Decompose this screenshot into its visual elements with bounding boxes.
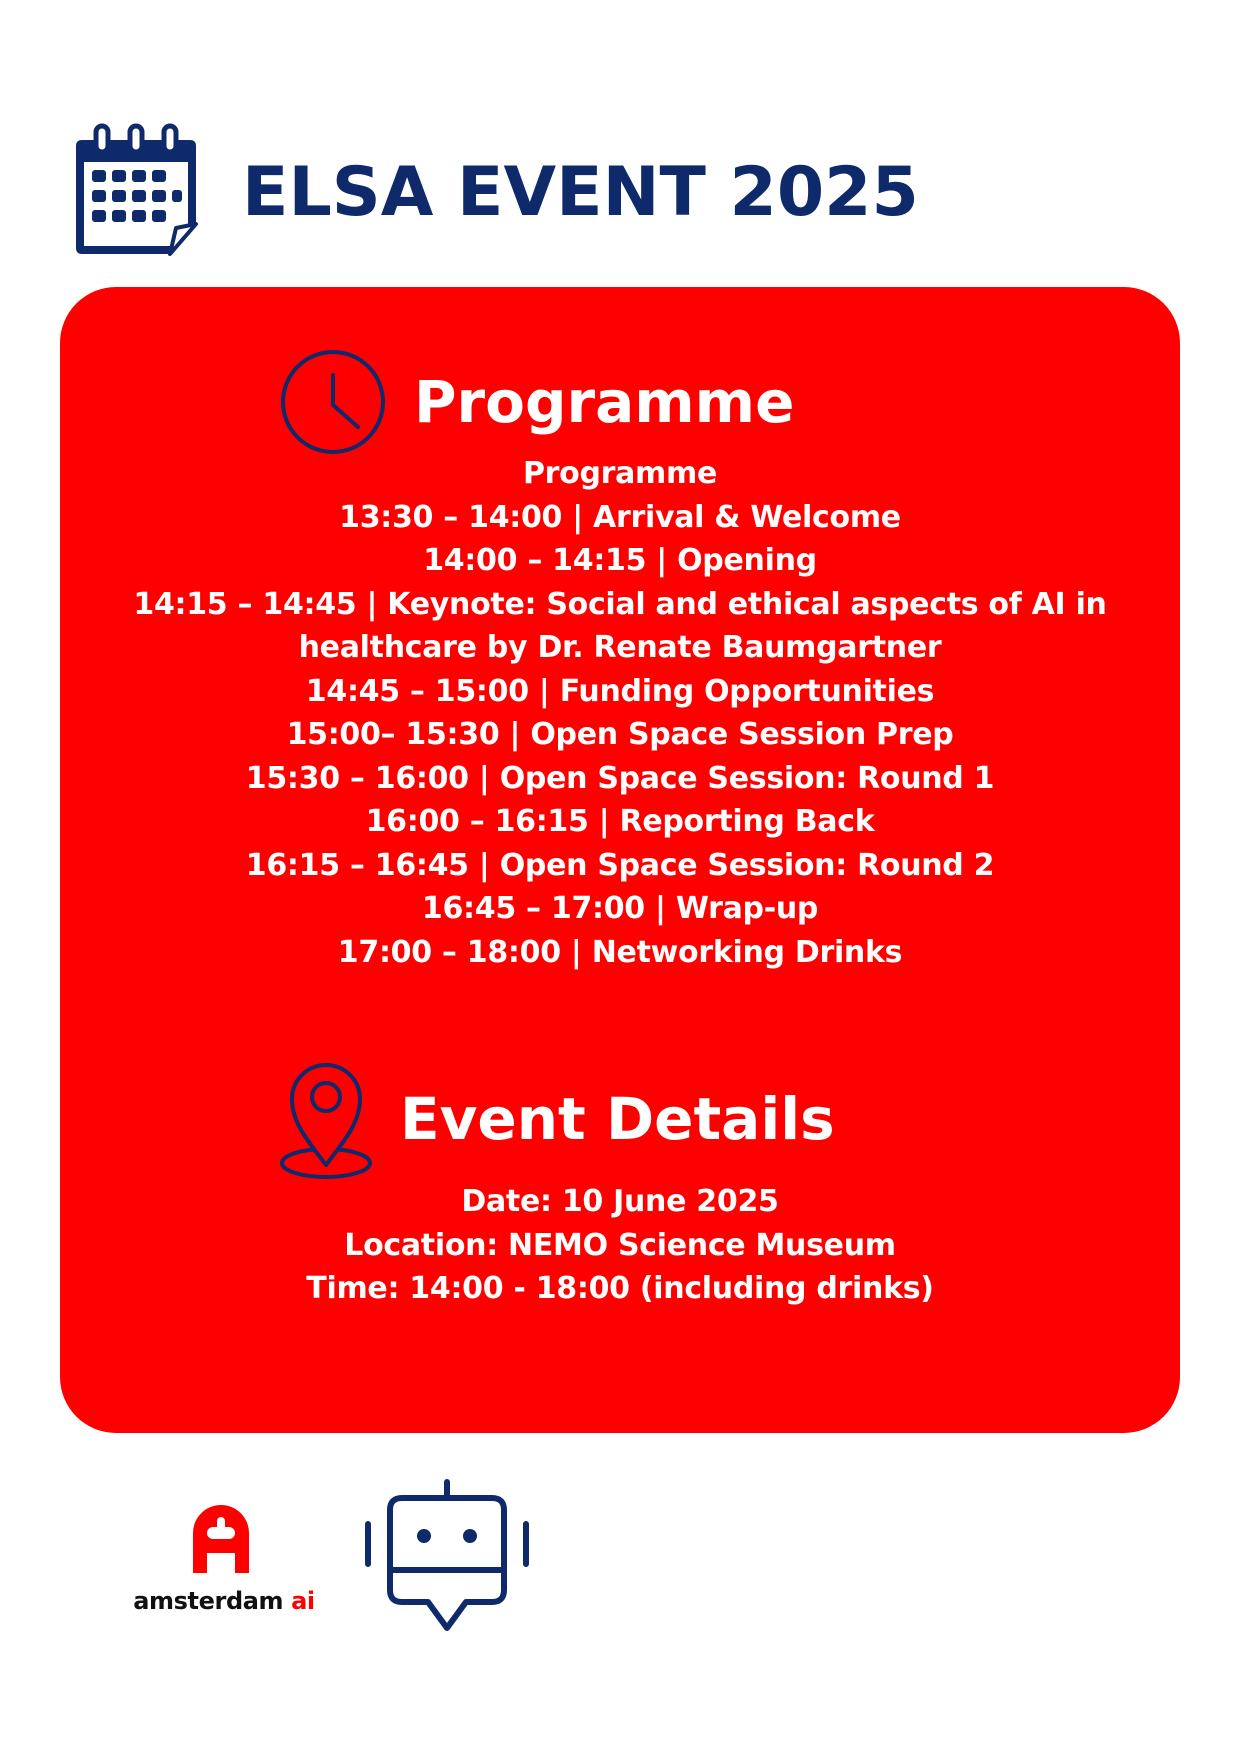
event-location: Location: NEMO Science Museum — [344, 1227, 896, 1263]
programme-line: 16:00 – 16:15 | Reporting Back — [365, 804, 875, 839]
programme-line: 15:00– 15:30 | Open Space Session Prep — [286, 717, 954, 752]
robot-icon — [362, 1478, 532, 1640]
programme-line: 14:15 – 14:45 | Keynote: Social and ethical aspects of AI in — [133, 586, 1107, 622]
programme-line: 17:00 – 18:00 | Networking Drinks — [337, 934, 903, 970]
programme-heading: Programme — [414, 368, 795, 436]
amsterdam-ai-mark-icon — [193, 1505, 249, 1573]
amsterdam-ai-logo — [124, 1505, 324, 1615]
event-card — [60, 287, 1180, 1433]
page-title: ELSA EVENT 2025 — [242, 153, 919, 232]
programme-line: 15:30 – 16:00 | Open Space Session: Round 1 — [245, 760, 995, 796]
programme-line: 14:00 – 14:15 | Opening — [423, 543, 817, 578]
programme-line: healthcare by Dr. Renate Baumgartner — [298, 630, 942, 665]
programme-list — [60, 452, 1180, 974]
programme-header — [278, 347, 794, 457]
details-header — [278, 1057, 835, 1181]
logo-wordmark: amsterdam — [133, 1587, 284, 1615]
location-pin-icon — [278, 1057, 378, 1181]
event-date: Date: 10 June 2025 — [461, 1184, 779, 1219]
programme-subheading: Programme — [522, 456, 718, 491]
details-heading: Event Details — [400, 1085, 835, 1153]
event-time: Time: 14:00 - 18:00 (including drinks) — [306, 1271, 934, 1306]
logo-ai: ai — [291, 1587, 315, 1615]
programme-line: 14:45 – 15:00 | Funding Opportunities — [305, 673, 935, 709]
clock-icon — [278, 347, 388, 457]
programme-line: 16:45 – 17:00 | Wrap-up — [421, 891, 819, 926]
details-list — [60, 1180, 1180, 1311]
programme-line: 16:15 – 16:45 | Open Space Session: Round 2 — [245, 847, 995, 883]
programme-line: 13:30 – 14:00 | Arrival & Welcome — [339, 499, 901, 535]
page-header — [72, 120, 919, 260]
calendar-icon — [72, 120, 200, 260]
